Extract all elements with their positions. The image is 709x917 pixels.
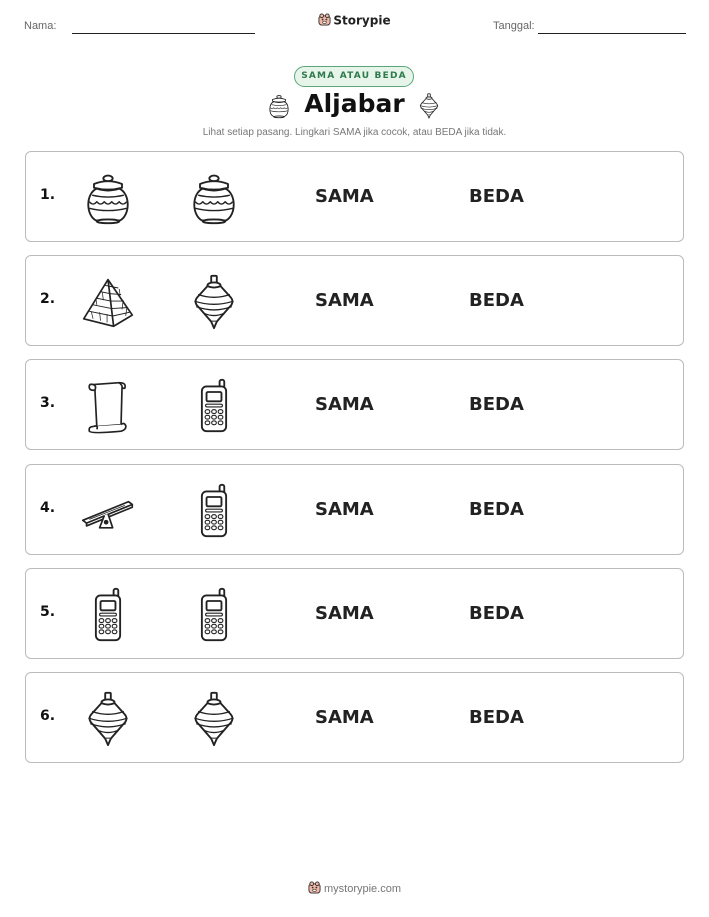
question-number: 1. [40,187,56,203]
footer-url: mystorypie.com [323,882,402,895]
sama-option[interactable]: SAMA [315,707,374,728]
name-line[interactable] [72,33,255,34]
beda-option[interactable]: BEDA [469,290,524,312]
beda-option[interactable]: BEDA [469,602,524,624]
question-row [25,568,684,659]
page-title: Aljabar [304,89,405,118]
sama-option[interactable]: SAMA [315,290,374,312]
storypie-logo-icon [318,13,331,29]
question-number: 6. [40,708,56,724]
date-label: Tanggal: [493,20,535,32]
pyramid-icon [80,274,136,330]
question-row [25,464,684,555]
seesaw-icon [80,483,136,539]
badge: SAMA ATAU BEDA [294,66,414,87]
beda-option[interactable]: BEDA [469,707,524,728]
phone-icon [186,587,242,643]
storypie-logo-icon [308,881,321,897]
phone-icon [186,483,242,539]
pot-icon [186,170,242,226]
sama-option[interactable]: SAMA [315,498,374,520]
brand-name: Storypie [333,13,391,28]
beda-option[interactable]: BEDA [469,394,524,416]
pot-icon [80,170,136,226]
question-number: 4. [40,499,56,516]
sama-option[interactable]: SAMA [315,602,374,624]
spinning-top-icon [186,274,242,330]
question-number: 3. [40,395,56,412]
brand [0,13,709,29]
question-row [25,359,684,450]
phone-icon [186,378,242,434]
date-line[interactable] [538,33,686,34]
beda-option[interactable]: BEDA [469,186,524,207]
question-row [25,151,684,242]
name-label: Nama: [24,20,57,32]
scroll-icon [80,378,136,434]
beda-option[interactable]: BEDA [469,498,524,520]
spinning-top-icon [80,691,136,747]
question-number: 2. [40,291,56,308]
sama-option[interactable]: SAMA [315,394,374,416]
footer [0,881,709,897]
question-number: 5. [40,603,56,620]
question-row [25,672,684,763]
spinning-top-icon [186,691,242,747]
sama-option[interactable]: SAMA [315,186,374,207]
spinning-top-icon [416,92,442,124]
phone-icon [80,587,136,643]
question-row [25,255,684,346]
instructions: Lihat setiap pasang. Lingkari SAMA jika cocok, atau BEDA jika tidak. [202,127,507,138]
